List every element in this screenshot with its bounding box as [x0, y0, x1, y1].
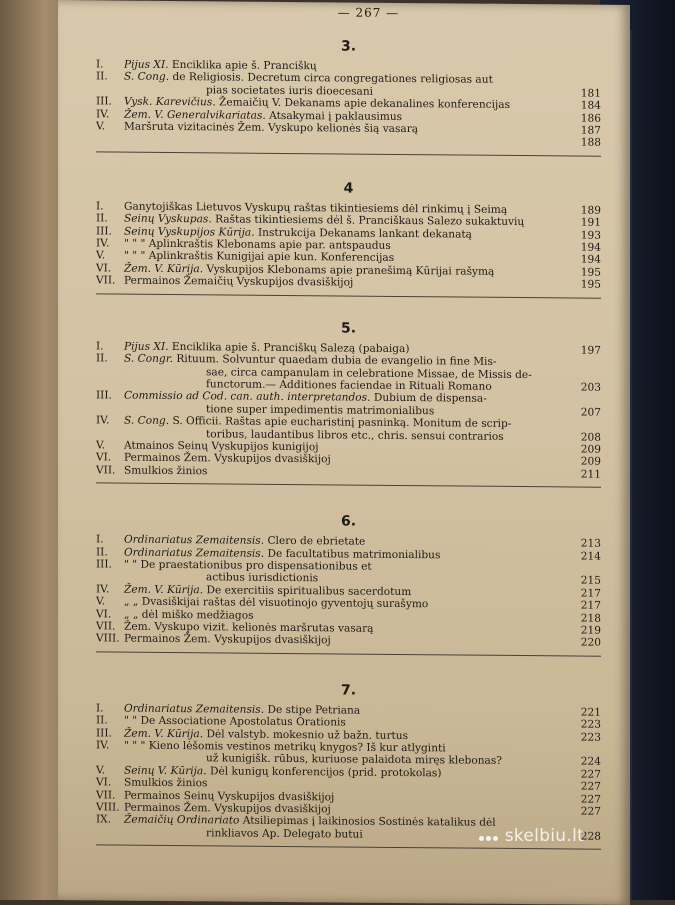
- entry-page: 228: [571, 830, 601, 843]
- section-title: 3.: [96, 30, 601, 62]
- entry-number: VI.: [96, 262, 124, 275]
- entry-text: „ „ Dvasiškijai raštas dėl visuotinojo gyventojų surašymo: [124, 596, 428, 611]
- entry-number: VI.: [96, 452, 124, 465]
- entry-page: 221: [571, 706, 601, 719]
- entry-continuation: tione super impedimentis matrimonialibus: [96, 402, 601, 419]
- watermark: [478, 826, 584, 846]
- entry-page: 194: [571, 254, 601, 267]
- entry-page: 227: [571, 806, 601, 819]
- entry-page: 220: [571, 637, 601, 650]
- section-title: 4: [96, 172, 601, 204]
- entry-continuation: pias societates iuris dioecesani: [96, 83, 601, 100]
- entry-number: III.: [96, 390, 124, 403]
- entry-number: V.: [96, 439, 124, 452]
- entry-text: " " De Associatione Apostolatus Orationis: [124, 715, 346, 729]
- entry-page: 227: [571, 768, 601, 781]
- entry-number: II.: [96, 352, 124, 365]
- entry-page: 209: [571, 443, 601, 456]
- entry-text: Pijus XI. Enciklika apie š. Pranciškų Salezą (pabaiga): [124, 340, 410, 354]
- entry-text: " " " Aplinkraštis Klebonams apie par. antspaudus: [124, 238, 391, 252]
- entry-text: Vysk. Karevičius. Žemaičių V. Dekanams apie dekanalines konferencijas: [124, 96, 510, 111]
- entry-page: 193: [571, 229, 601, 242]
- entry-number: I.: [96, 200, 124, 213]
- entry-page: 214: [571, 550, 601, 563]
- entry-page: 217: [571, 587, 601, 600]
- entry-text: S. Congr. Rituum. Solvuntur quaedam dubia de evangelio in fine Mis-: [124, 353, 496, 368]
- document-page: [58, 0, 630, 905]
- entry-number: IV.: [96, 108, 124, 121]
- entry-number: II.: [96, 546, 124, 559]
- entry-number: VII.: [96, 275, 124, 288]
- entry-text: Ordinariatus Zemaitensis. Clero de ebrietate: [124, 534, 365, 548]
- section-divider: [96, 651, 601, 656]
- entry-text: Seinų Vyskupijos Kūrija. Instrukcija Dekanams lankant dekanatą: [124, 225, 472, 240]
- entry-number: V.: [96, 596, 124, 609]
- toc-section: [96, 30, 601, 156]
- entry-text: Smulkios žinios: [124, 777, 208, 790]
- entry-text: Žemaičių Ordinariato Atsiliepimas į laikinosios Sostinės katalikus dėl: [124, 814, 496, 829]
- entry-continuation: toribus, laudantibus libros etc., chris. sensui contrarios: [96, 427, 601, 444]
- entry-number: VII.: [96, 464, 124, 477]
- section-title: 7.: [96, 674, 601, 706]
- entry-number: IV.: [96, 739, 124, 752]
- entry-continuation: už kunigišk. rūbus, kuriuose palaidota miręs klebonas?: [96, 752, 601, 769]
- section-divider: [96, 482, 601, 487]
- entry-page: 187: [571, 125, 601, 138]
- entry-page: 195: [571, 266, 601, 279]
- section-title: 5.: [96, 312, 601, 344]
- entry-page: 215: [571, 575, 601, 588]
- entry-number: VII.: [96, 620, 124, 633]
- entry-text: Žem. V. Kūrija. Vyskupijos Klebonams apie pranešimą Kūrijai rašymą: [124, 262, 494, 277]
- entry-number: IV.: [96, 583, 124, 596]
- entry-text: Ordinariatus Zemaitensis. De stipe Petriana: [124, 702, 360, 716]
- entry-text: S. Cong. S. Officii. Raštas apie eucharistinį pasninką. Monitum de scrip-: [124, 415, 511, 430]
- entry-page: 224: [571, 756, 601, 769]
- entry-page: 188: [571, 137, 601, 150]
- entry-page: 211: [571, 468, 601, 481]
- entry-page: 181: [571, 87, 601, 100]
- entry-number: III.: [96, 96, 124, 109]
- entry-text: " " " Kieno lėšomis vestinos metrikų knygos? Iš kur atlyginti: [124, 740, 446, 755]
- entry-text: Pijus XI. Enciklika apie š. Pranciškų: [124, 59, 317, 73]
- table-of-contents: [96, 0, 601, 872]
- entry-text: Ganytojiškas Lietuvos Vyskupų raštas tikintiesiems dėl rinkimų į Seimą: [124, 200, 507, 215]
- section-divider: [96, 293, 601, 298]
- entry-page: 209: [571, 456, 601, 469]
- entry-continuation: rinkliavos Ap. Delegato butui: [96, 826, 601, 843]
- toc-section: [96, 172, 601, 298]
- entry-text: Maršruta vizitacinės Žem. Vyskupo kelionės šią vasarą: [124, 121, 418, 136]
- entry-number: IX.: [96, 814, 124, 827]
- entry-page: 184: [571, 100, 601, 113]
- entry-text: " " " Aplinkraštis Kunigijai apie kun. Konferencijas: [124, 250, 394, 264]
- entry-text: Permainos Seinų Vyskupijos dvasiškijoj: [124, 789, 334, 803]
- entry-page: 223: [571, 719, 601, 732]
- toc-section: [96, 505, 601, 656]
- entry-text: " " De praestationibus pro dispensationibus et: [124, 559, 372, 573]
- entry-page: 191: [571, 217, 601, 230]
- section-divider: [96, 151, 601, 156]
- entry-text: Seinų V. Kūrija. Dėl kunigų konferencijos (prid. protokolas): [124, 764, 442, 779]
- entry-number: VII.: [96, 789, 124, 802]
- toc-section: [96, 312, 601, 488]
- entry-page: 189: [571, 204, 601, 217]
- entry-text: Commissio ad Cod. can. auth. interpretandos. Dubium de dispensa-: [124, 390, 487, 405]
- entry-page: 223: [571, 731, 601, 744]
- entry-page: 207: [571, 406, 601, 419]
- entry-text: Permainos Žem. Vyskupijos dvasiškijoj: [124, 633, 331, 647]
- section-title: 6.: [96, 505, 601, 537]
- entry-number: II.: [96, 715, 124, 728]
- entry-page: 208: [571, 431, 601, 444]
- entry-number: V.: [96, 764, 124, 777]
- toc-entry: [96, 352, 601, 394]
- entry-text: Permainos Žem. Vyskupijos dvasiškijoj: [124, 802, 331, 816]
- watermark-text: skelbiu.lt: [505, 826, 584, 846]
- entry-number: VIII.: [96, 633, 124, 646]
- page-number: — 267 —: [136, 1, 601, 27]
- entry-number: III.: [96, 225, 124, 238]
- entry-text: Žem. V. Generalvikariatas. Atsakymai į paklausimus: [124, 108, 402, 122]
- entry-page: 227: [571, 781, 601, 794]
- toc-section: [96, 674, 601, 850]
- entry-number: V.: [96, 250, 124, 263]
- entry-text: Permainos Žem. Vyskupijos dvasiškijoj: [124, 452, 331, 466]
- entry-continuation: actibus iurisdictionis: [96, 571, 601, 588]
- entry-text: „ „ dėl miško medžiagos: [124, 608, 254, 621]
- entry-continuation: sae, circa campanulam in celebratione Missae, de Missis de-: [96, 365, 601, 382]
- entry-page: 219: [571, 624, 601, 637]
- entry-text: Žem. Vyskupo vizit. kelionės maršrutas vasarą: [124, 621, 373, 635]
- entry-page: 197: [571, 344, 601, 357]
- entry-number: III.: [96, 558, 124, 571]
- entry-number: IV.: [96, 414, 124, 427]
- entry-number: VIII.: [96, 801, 124, 814]
- entry-text: S. Cong. de Religiosis. Decretum circa congregationes religiosas aut: [124, 71, 493, 86]
- entry-text: Smulkios žinios: [124, 464, 208, 477]
- entry-text: Žem. V. Kūrija. Dėl valstyb. mokesnio už bažn. turtus: [124, 727, 408, 741]
- entry-number: II.: [96, 213, 124, 226]
- entry-number: I.: [96, 340, 124, 353]
- entry-page: 195: [571, 279, 601, 292]
- entry-text: Seinų Vyskupas. Raštas tikintiesiems dėl š. Pranciškaus Salezo sukaktuvių: [124, 213, 524, 228]
- entry-number: VI.: [96, 777, 124, 790]
- entry-page: 227: [571, 793, 601, 806]
- entry-page: 194: [571, 242, 601, 255]
- entry-page: 217: [571, 600, 601, 613]
- entry-number: V.: [96, 120, 124, 133]
- entry-text: Atmainos Seinų Vyskupijos kunigijoj: [124, 440, 319, 454]
- entry-text: Žem. V. Kūrija. De exercitiis spiritualibus sacerdotum: [124, 583, 411, 598]
- entry-text: Permainos Žemaičių Vyskupijos dvasiškijoj: [124, 275, 353, 289]
- entry-text: Ordinariatus Zemaitensis. De facultatibus matrimonialibus: [124, 546, 440, 561]
- entry-number: I.: [96, 58, 124, 71]
- entry-number: I.: [96, 702, 124, 715]
- entry-page: 203: [571, 381, 601, 394]
- entry-page: 218: [571, 612, 601, 625]
- entry-continuation: functorum.— Additiones faciendae in Rituali Romano: [96, 377, 601, 394]
- entry-number: I.: [96, 533, 124, 546]
- entry-number: III.: [96, 727, 124, 740]
- entry-page: 186: [571, 112, 601, 125]
- entry-number: IV.: [96, 237, 124, 250]
- entry-number: VI.: [96, 608, 124, 621]
- entry-page: 213: [571, 538, 601, 551]
- watermark-dots-icon: [478, 826, 499, 846]
- entry-number: II.: [96, 71, 124, 84]
